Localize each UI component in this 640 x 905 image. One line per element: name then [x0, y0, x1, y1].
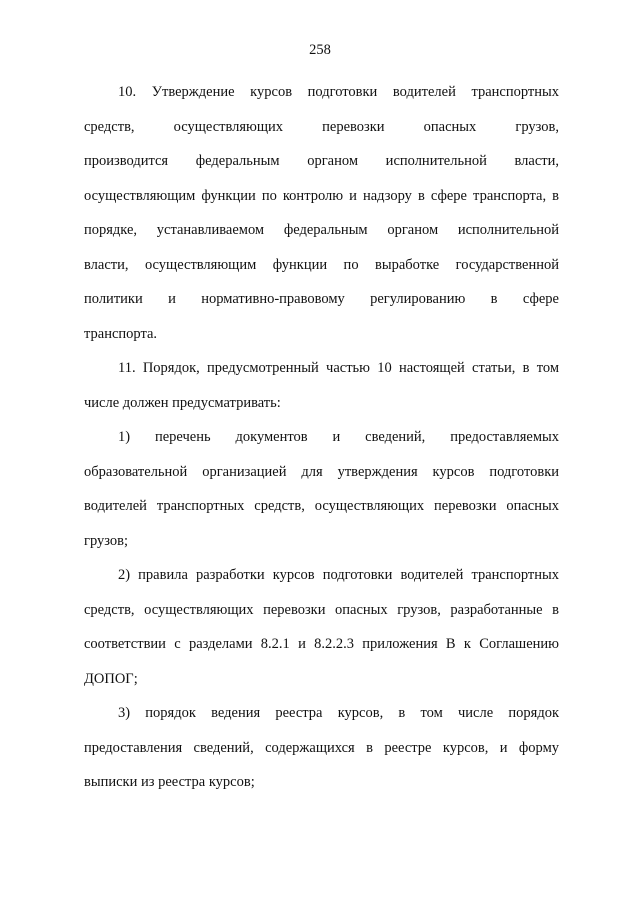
page-number: 258 [309, 42, 331, 58]
text-line: средств, осуществляющих перевозки опасных грузов, [84, 119, 559, 135]
text-line: производится федеральным органом исполнительной власти, [84, 153, 559, 169]
text-line: числе должен предусматривать: [84, 395, 281, 411]
text-line: 3) порядок ведения реестра курсов, в том числе порядок [118, 705, 559, 721]
text-line: 11. Порядок, предусмотренный частью 10 настоящей статьи, в том [118, 360, 559, 376]
text-line: транспорта. [84, 326, 158, 342]
text-line: 10. Утверждение курсов подготовки водителей транспортных [118, 84, 559, 100]
text-line: осуществляющим функции по контролю и надзору в сфере транспорта, в [84, 188, 559, 204]
text-line: средств, осуществляющих перевозки опасных грузов, разработанные в [84, 602, 559, 618]
text-line: образовательной организацией для утверждения курсов подготовки [84, 464, 559, 480]
text-line: ДОПОГ; [84, 671, 138, 687]
text-line: порядке, устанавливаемом федеральным органом исполнительной [84, 222, 559, 238]
text-line: 1) перечень документов и сведений, предоставляемых [118, 429, 559, 445]
text-line: водителей транспортных средств, осуществляющих перевозки опасных [84, 498, 559, 514]
text-line: политики и нормативно-правовому регулированию в сфере [84, 291, 559, 307]
text-line: власти, осуществляющим функции по выработке государственной [84, 257, 559, 273]
text-line: грузов; [84, 533, 129, 549]
text-line: 2) правила разработки курсов подготовки водителей транспортных [118, 567, 559, 583]
text-line: соответствии с разделами 8.2.1 и 8.2.2.3 приложения В к Соглашению [84, 636, 559, 652]
text-line: предоставления сведений, содержащихся в реестре курсов, и форму [84, 740, 559, 756]
text-line: выписки из реестра курсов; [84, 774, 255, 790]
